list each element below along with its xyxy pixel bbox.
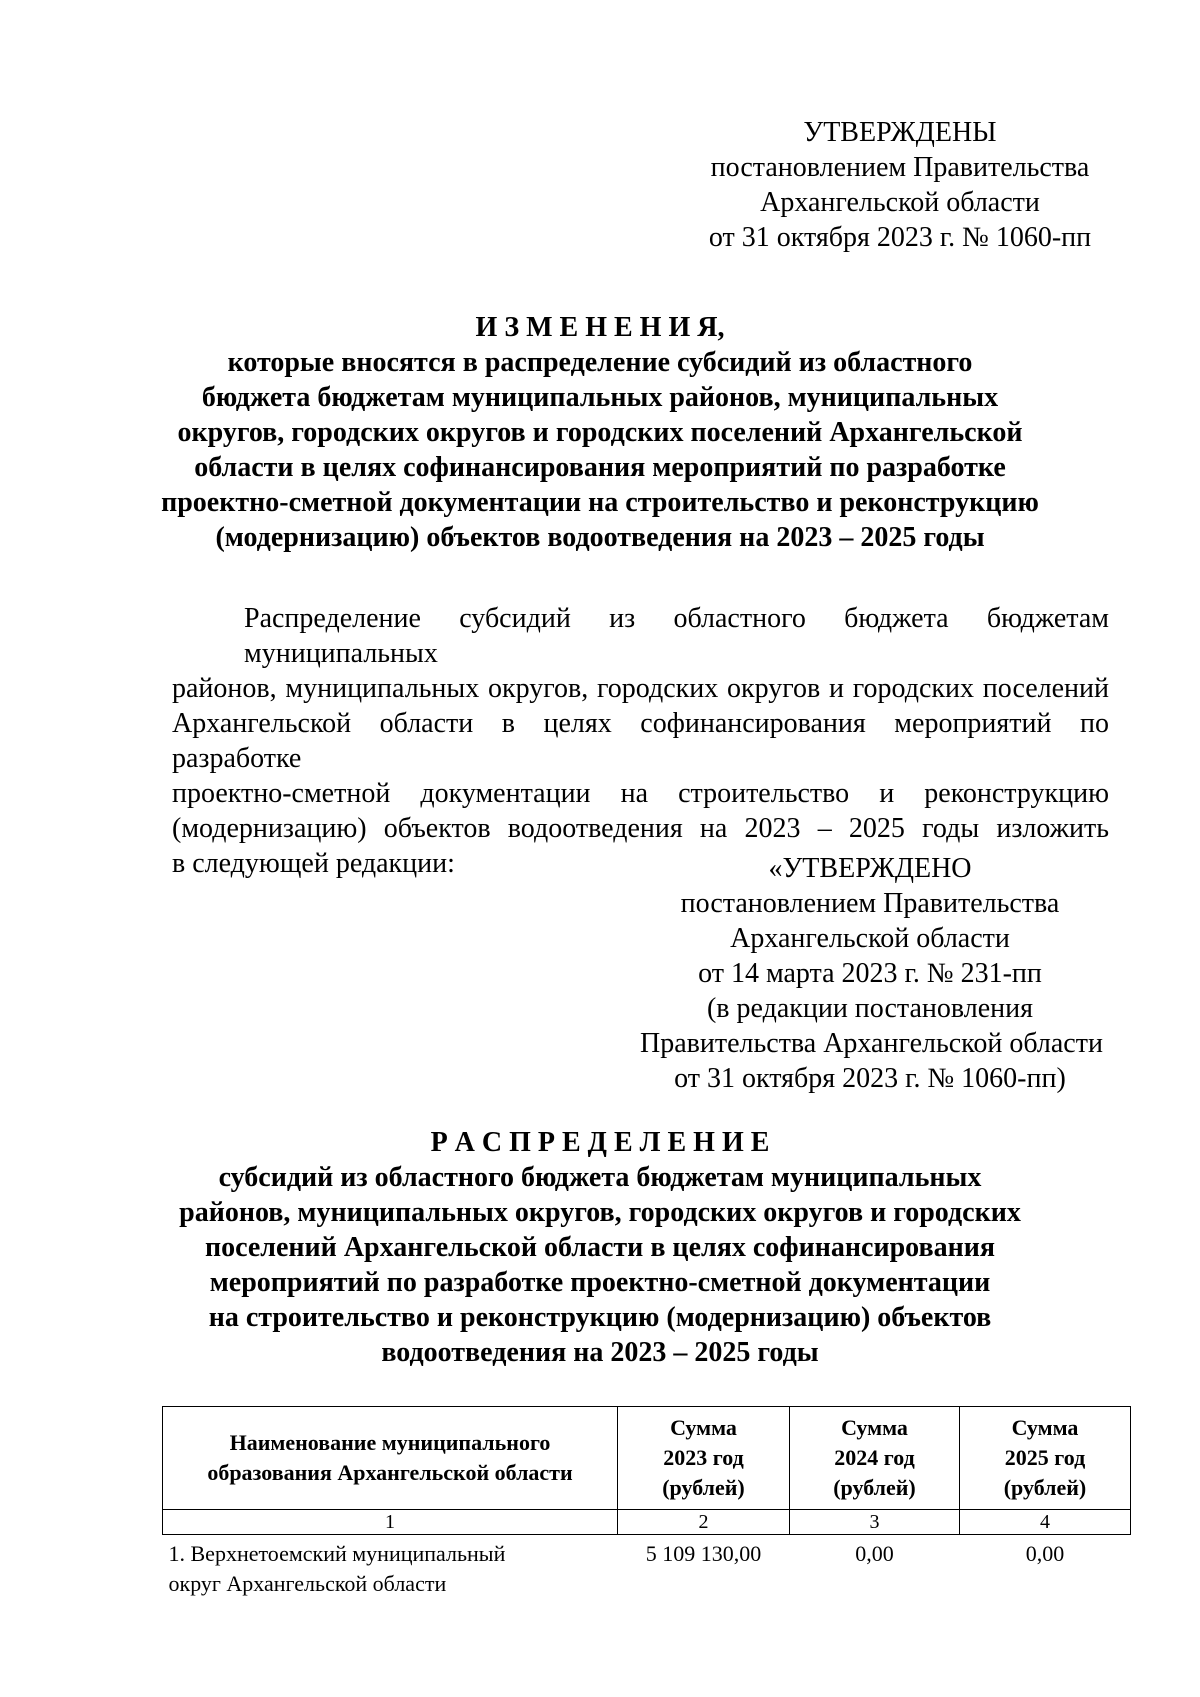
distribution-subtitle-line: субсидий из областного бюджета бюджетам муниципальных — [218, 1162, 982, 1193]
intro-paragraph — [172, 601, 1109, 881]
header-text: (рублей) — [1003, 1475, 1087, 1500]
header-text: 2023 год — [663, 1445, 744, 1470]
header-text: Сумма — [670, 1415, 737, 1440]
changes-heading — [150, 310, 1050, 555]
sum-2025-cell: 0,00 — [1025, 1541, 1065, 1566]
municipality-name-line: 1. Верхнетоемский муниципальный — [168, 1541, 506, 1566]
approval-second-line: постановлением Правительства — [680, 888, 1060, 919]
subsidy-table — [162, 1406, 1131, 1603]
changes-subtitle-line: проектно-сметной документации на строительство и реконструкцию — [161, 487, 1039, 518]
column-number: 4 — [960, 1510, 1131, 1535]
distribution-heading — [150, 1125, 1050, 1370]
column-number: 1 — [163, 1510, 618, 1535]
distribution-subtitle-line: водоотведения на 2023 – 2025 годы — [381, 1337, 819, 1368]
approval-second-line: Правительства Архангельской области — [640, 1028, 1103, 1059]
paragraph-line: (модернизацию) объектов водоотведения на 2023 – 2025 годы изложить — [172, 813, 1109, 844]
municipality-name-cell — [163, 1535, 618, 1604]
distribution-title: Р А С П Р Е Д Е Л Е Н И Е — [430, 1127, 770, 1158]
sum-2023-cell: 5 109 130,00 — [645, 1541, 762, 1566]
changes-subtitle-line: области в целях софинансирования мероприятий по разработке — [194, 452, 1006, 483]
paragraph-line: Архангельской области в целях софинансирования мероприятий по разработке — [172, 708, 1109, 774]
changes-title: И З М Е Н Е Н И Я, — [475, 312, 725, 343]
approval-top-line: постановлением Правительства — [710, 152, 1090, 183]
distribution-subtitle-line: поселений Архангельской области в целях софинансирования — [204, 1232, 996, 1263]
changes-subtitle-line: бюджета бюджетам муниципальных районов, муниципальных — [201, 382, 999, 413]
municipality-name-line: округ Архангельской области — [168, 1571, 447, 1596]
header-text: 2024 год — [834, 1445, 915, 1470]
header-text: образования Архангельской области — [207, 1460, 573, 1485]
header-text: (рублей) — [833, 1475, 916, 1500]
sum-2024-cell: 0,00 — [855, 1541, 894, 1566]
distribution-subtitle-line: районов, муниципальных округов, городских округов и городских — [179, 1197, 1021, 1228]
changes-subtitle-line: (модернизацию) объектов водоотведения на 2023 – 2025 годы — [215, 522, 985, 553]
approval-second-line: (в редакции постановления — [706, 993, 1034, 1024]
table-row — [163, 1535, 1131, 1604]
approval-top-line: от 31 октября 2023 г. № 1060-пп — [708, 222, 1092, 253]
header-municipality — [163, 1407, 618, 1510]
paragraph-line: районов, муниципальных округов, городских округов и городских поселений — [172, 673, 1109, 704]
approval-second-line: «УТВЕРЖДЕНО — [768, 853, 972, 884]
header-text: (рублей) — [662, 1475, 745, 1500]
approval-stamp-second — [640, 851, 1103, 1096]
column-number: 3 — [790, 1510, 960, 1535]
header-sum-2024 — [790, 1407, 960, 1510]
header-sum-2023 — [618, 1407, 790, 1510]
distribution-subtitle-line: мероприятий по разработке проектно-сметной документации — [209, 1267, 991, 1298]
approval-top-line: Архангельской области — [760, 187, 1040, 218]
table-header-row — [163, 1407, 1131, 1510]
changes-subtitle-line: округов, городских округов и городских поселений Архангельской — [177, 417, 1023, 448]
distribution-subtitle-line: на строительство и реконструкцию (модернизацию) объектов — [208, 1302, 992, 1333]
paragraph-line: Распределение субсидий из областного бюджета бюджетам муниципальных — [244, 603, 1109, 669]
paragraph-line: проектно-сметной документации на строительство и реконструкцию — [172, 778, 1109, 809]
approval-second-line: Архангельской области — [730, 923, 1010, 954]
header-text: Сумма — [1011, 1415, 1079, 1440]
header-text: 2025 год — [1004, 1445, 1086, 1470]
header-text: Наименование муниципального — [229, 1430, 551, 1455]
changes-subtitle-line: которые вносятся в распределение субсидий из областного — [227, 347, 973, 378]
approval-second-line: от 14 марта 2023 г. № 231-пп — [698, 958, 1042, 989]
paragraph-line: в следующей редакции: — [172, 848, 455, 879]
approval-top-line: УТВЕРЖДЕНЫ — [803, 117, 997, 148]
column-number: 2 — [618, 1510, 790, 1535]
header-text: Сумма — [841, 1415, 908, 1440]
header-sum-2025 — [960, 1407, 1131, 1510]
approval-stamp-top — [700, 115, 1100, 255]
column-number-row — [163, 1510, 1131, 1535]
approval-second-line: от 31 октября 2023 г. № 1060-пп) — [674, 1063, 1066, 1094]
